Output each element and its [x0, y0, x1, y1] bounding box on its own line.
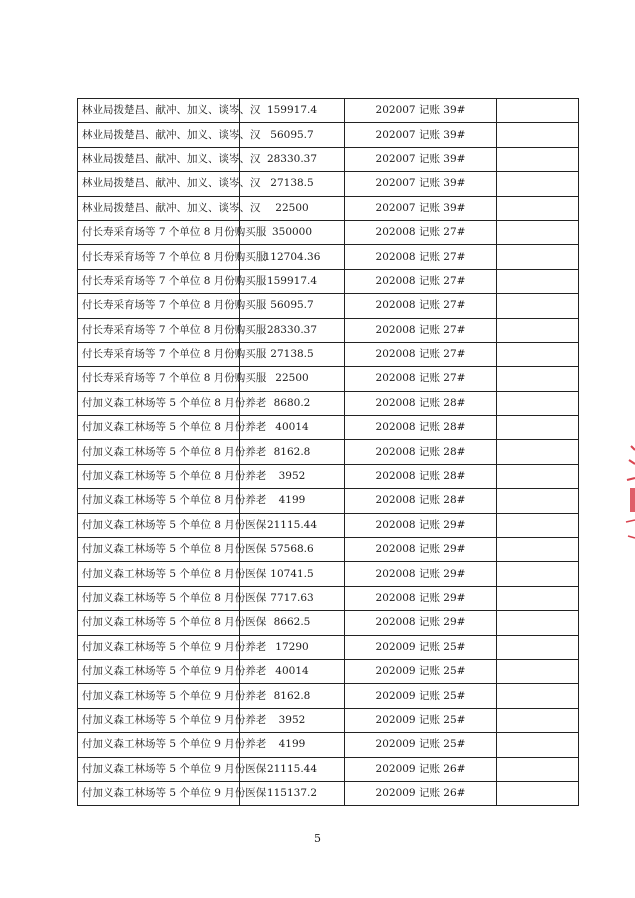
cell-note [497, 172, 579, 196]
cell-amount: 28330.37 [240, 147, 345, 171]
cell-amount: 10741.5 [240, 562, 345, 586]
cell-description: 林业局拨楚昌、献冲、加义、谈岑、汉 [78, 147, 240, 171]
cell-reference: 202008 记账 27# [345, 342, 497, 366]
table-row [78, 416, 579, 440]
table-row [78, 538, 579, 562]
table-row [78, 172, 579, 196]
table-row [78, 708, 579, 732]
cell-description: 付加义森工林场等 5 个单位 8 月份医保 [78, 562, 240, 586]
cell-note [497, 538, 579, 562]
cell-note [497, 733, 579, 757]
table-row [78, 611, 579, 635]
cell-reference: 202008 记账 29# [345, 586, 497, 610]
cell-note [497, 635, 579, 659]
table-row [78, 586, 579, 610]
cell-amount: 28330.37 [240, 318, 345, 342]
page-number: 5 [314, 832, 321, 845]
cell-note [497, 342, 579, 366]
cell-note [497, 147, 579, 171]
cell-amount: 3952 [240, 708, 345, 732]
cell-note [497, 196, 579, 220]
table-row [78, 245, 579, 269]
cell-description: 付加义森工林场等 5 个单位 8 月份医保 [78, 513, 240, 537]
cell-description: 付长寿采育场等 7 个单位 8 月份购买服 [78, 294, 240, 318]
cell-note [497, 781, 579, 805]
cell-note [497, 562, 579, 586]
cell-reference: 202007 记账 39# [345, 196, 497, 220]
table-row [78, 489, 579, 513]
cell-amount: 27138.5 [240, 172, 345, 196]
table-row [78, 440, 579, 464]
cell-reference: 202007 记账 39# [345, 123, 497, 147]
cell-reference: 202007 记账 39# [345, 99, 497, 123]
cell-description: 付加义森工林场等 5 个单位 8 月份医保 [78, 538, 240, 562]
cell-amount: 21115.44 [240, 757, 345, 781]
cell-amount: 8662.5 [240, 611, 345, 635]
cell-note [497, 416, 579, 440]
cell-reference: 202008 记账 29# [345, 513, 497, 537]
cell-description: 林业局拨楚昌、献冲、加义、谈岑、汉 [78, 172, 240, 196]
seal-edge-stroke [627, 446, 635, 480]
table-row [78, 733, 579, 757]
seal-edge-block [630, 488, 635, 512]
table-row [78, 635, 579, 659]
table-row [78, 464, 579, 488]
cell-description: 付长寿采育场等 7 个单位 8 月份购买服 [78, 269, 240, 293]
cell-description: 付加义森工林场等 5 个单位 9 月份养老 [78, 708, 240, 732]
cell-amount: 17290 [240, 635, 345, 659]
cell-note [497, 99, 579, 123]
cell-description: 付加义森工林场等 5 个单位 8 月份医保 [78, 611, 240, 635]
cell-description: 付加义森工林场等 5 个单位 8 月份养老 [78, 391, 240, 415]
cell-reference: 202008 记账 27# [345, 220, 497, 244]
table-row [78, 147, 579, 171]
cell-reference: 202008 记账 27# [345, 367, 497, 391]
cell-note [497, 440, 579, 464]
cell-description: 付长寿采育场等 7 个单位 8 月份购买服 [78, 245, 240, 269]
cell-description: 付长寿采育场等 7 个单位 8 月份购买服 [78, 367, 240, 391]
cell-description: 付加义森工林场等 5 个单位 8 月份养老 [78, 464, 240, 488]
cell-reference: 202009 记账 25# [345, 635, 497, 659]
cell-reference: 202009 记账 25# [345, 684, 497, 708]
table-row [78, 367, 579, 391]
cell-note [497, 611, 579, 635]
cell-note [497, 269, 579, 293]
cell-reference: 202008 记账 29# [345, 611, 497, 635]
cell-reference: 202007 记账 39# [345, 172, 497, 196]
table-row [78, 318, 579, 342]
cell-reference: 202009 记账 25# [345, 708, 497, 732]
table-row [78, 757, 579, 781]
cell-amount: 22500 [240, 367, 345, 391]
cell-reference: 202008 记账 27# [345, 294, 497, 318]
cell-amount: 112704.36 [240, 245, 345, 269]
cell-description: 付加义森工林场等 5 个单位 9 月份医保 [78, 757, 240, 781]
cell-amount: 21115.44 [240, 513, 345, 537]
cell-note [497, 220, 579, 244]
cell-reference: 202008 记账 28# [345, 440, 497, 464]
cell-description: 林业局拨楚昌、献冲、加义、谈岑、汉 [78, 99, 240, 123]
ledger-table [77, 98, 579, 806]
cell-amount: 350000 [240, 220, 345, 244]
cell-note [497, 659, 579, 683]
table-row [78, 342, 579, 366]
cell-amount: 56095.7 [240, 123, 345, 147]
cell-reference: 202008 记账 27# [345, 245, 497, 269]
cell-note [497, 123, 579, 147]
cell-description: 付长寿采育场等 7 个单位 8 月份购买服 [78, 342, 240, 366]
cell-note [497, 464, 579, 488]
cell-note [497, 245, 579, 269]
cell-reference: 202009 记账 25# [345, 659, 497, 683]
cell-amount: 40014 [240, 416, 345, 440]
cell-note [497, 513, 579, 537]
table-row [78, 391, 579, 415]
table-row [78, 99, 579, 123]
cell-reference: 202007 记账 39# [345, 147, 497, 171]
cell-amount: 7717.63 [240, 586, 345, 610]
cell-reference: 202009 记账 26# [345, 757, 497, 781]
cell-note [497, 489, 579, 513]
cell-description: 付加义森工林场等 5 个单位 8 月份养老 [78, 489, 240, 513]
cell-reference: 202008 记账 28# [345, 416, 497, 440]
cell-reference: 202008 记账 27# [345, 318, 497, 342]
cell-description: 付加义森工林场等 5 个单位 9 月份养老 [78, 635, 240, 659]
cell-amount: 57568.6 [240, 538, 345, 562]
cell-description: 林业局拨楚昌、献冲、加义、谈岑、汉 [78, 196, 240, 220]
cell-amount: 40014 [240, 659, 345, 683]
cell-amount: 159917.4 [240, 269, 345, 293]
cell-reference: 202008 记账 28# [345, 464, 497, 488]
cell-description: 付加义森工林场等 5 个单位 9 月份养老 [78, 733, 240, 757]
cell-reference: 202009 记账 26# [345, 781, 497, 805]
cell-note [497, 586, 579, 610]
cell-note [497, 367, 579, 391]
cell-reference: 202008 记账 27# [345, 269, 497, 293]
seal-edge-mark [623, 440, 635, 570]
table-row [78, 562, 579, 586]
cell-description: 付加义森工林场等 5 个单位 8 月份养老 [78, 416, 240, 440]
cell-description: 付加义森工林场等 5 个单位 9 月份医保 [78, 781, 240, 805]
cell-amount: 8162.8 [240, 440, 345, 464]
cell-reference: 202009 记账 25# [345, 733, 497, 757]
cell-amount: 8680.2 [240, 391, 345, 415]
seal-edge-stroke-2 [626, 520, 635, 538]
cell-note [497, 757, 579, 781]
cell-reference: 202008 记账 28# [345, 391, 497, 415]
cell-reference: 202008 记账 28# [345, 489, 497, 513]
table-row [78, 294, 579, 318]
cell-amount: 115137.2 [240, 781, 345, 805]
table-row [78, 659, 579, 683]
table-row [78, 220, 579, 244]
cell-amount: 22500 [240, 196, 345, 220]
cell-note [497, 318, 579, 342]
cell-description: 付加义森工林场等 5 个单位 8 月份养老 [78, 440, 240, 464]
cell-note [497, 294, 579, 318]
cell-description: 付长寿采育场等 7 个单位 8 月份购买服 [78, 318, 240, 342]
cell-note [497, 391, 579, 415]
table-row [78, 781, 579, 805]
ledger-body [78, 99, 579, 806]
cell-description: 林业局拨楚昌、献冲、加义、谈岑、汉 [78, 123, 240, 147]
table-row [78, 269, 579, 293]
cell-amount: 27138.5 [240, 342, 345, 366]
cell-reference: 202008 记账 29# [345, 538, 497, 562]
cell-amount: 159917.4 [240, 99, 345, 123]
cell-amount: 4199 [240, 733, 345, 757]
cell-amount: 56095.7 [240, 294, 345, 318]
cell-description: 付长寿采育场等 7 个单位 8 月份购买服 [78, 220, 240, 244]
cell-note [497, 684, 579, 708]
cell-description: 付加义森工林场等 5 个单位 9 月份养老 [78, 659, 240, 683]
cell-amount: 8162.8 [240, 684, 345, 708]
cell-description: 付加义森工林场等 5 个单位 8 月份医保 [78, 586, 240, 610]
cell-note [497, 708, 579, 732]
table-row [78, 684, 579, 708]
cell-amount: 3952 [240, 464, 345, 488]
table-row [78, 513, 579, 537]
table-row [78, 123, 579, 147]
cell-reference: 202008 记账 29# [345, 562, 497, 586]
cell-description: 付加义森工林场等 5 个单位 9 月份养老 [78, 684, 240, 708]
cell-amount: 4199 [240, 489, 345, 513]
table-row [78, 196, 579, 220]
